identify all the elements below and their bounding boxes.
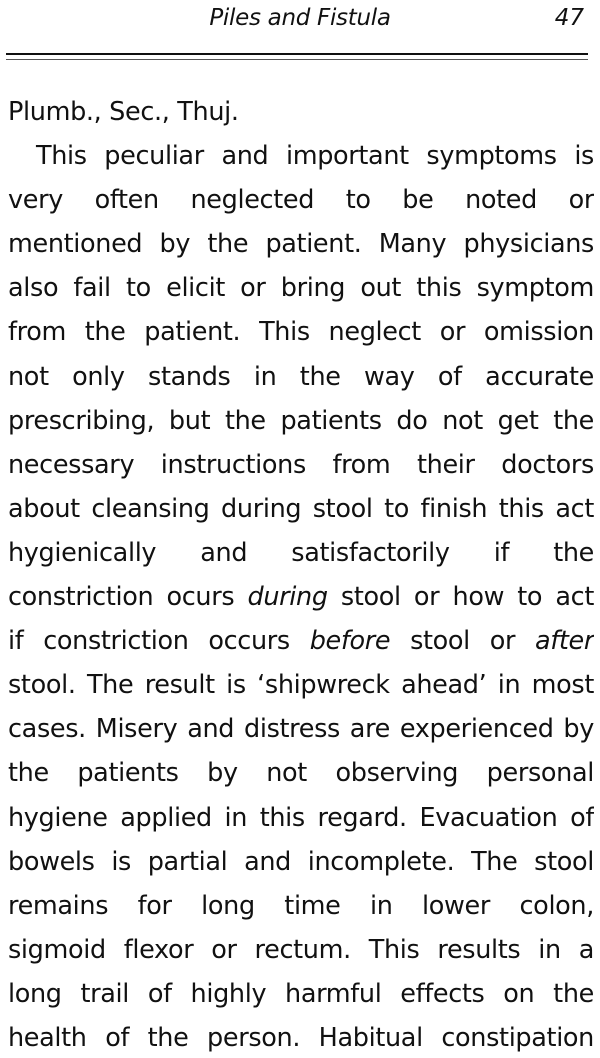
text-line: sigmoid flexor or rectum. This results in a [8, 934, 594, 965]
text-segment: constriction ocurs [8, 582, 248, 613]
page-header [0, 2, 600, 36]
body-text [8, 90, 594, 1058]
running-title: Piles and Fistula [209, 5, 391, 31]
text-line: necessary instructions from their doctors [8, 449, 594, 480]
text-line: about cleansing during stool to finish this act [8, 493, 594, 524]
text-line: long trail of highly harmful effects on the [8, 978, 594, 1009]
text-line: also fail to elicit or bring out this symptom [8, 273, 594, 304]
text-segment: if constriction occurs [8, 626, 310, 657]
text-line: bowels is partial and incomplete. The stool [8, 846, 594, 877]
text-line: remains for long time in lower colon, [8, 890, 594, 921]
text-line: from the patient. This neglect or omission [8, 317, 594, 348]
text-line: cases. Misery and distress are experienced by [8, 714, 594, 745]
text-segment: stool or how to act [327, 582, 594, 613]
emphasis-after: after [534, 626, 594, 657]
text-line: hygienically and satisfactorily if the [8, 537, 594, 568]
text-line: very often neglected to be noted or [8, 185, 594, 216]
text-line-with-emphasis [8, 619, 594, 663]
text-line: the patients by not observing personal [8, 758, 594, 789]
text-line: stool. The result is ‘shipwreck ahead’ in most [8, 670, 594, 701]
emphasis-before: before [309, 626, 391, 657]
text-line: prescribing, but the patients do not get the [8, 405, 594, 436]
text-line: hygiene applied in this regard. Evacuation of [8, 802, 594, 833]
text-line: health of the person. Habitual constipation [8, 1022, 594, 1053]
page-number: 47 [554, 5, 584, 31]
text-line-with-emphasis [8, 575, 594, 619]
header-rule-thin [6, 59, 588, 60]
text-line: not only stands in the way of accurate [8, 361, 594, 392]
text-line: mentioned by the patient. Many physicians [8, 229, 594, 260]
text-line: This peculiar and important symptoms is [36, 141, 594, 172]
emphasis-during: during [247, 582, 328, 613]
text-segment: stool or [390, 626, 535, 657]
text-line: Plumb., Sec., Thuj. [8, 97, 239, 127]
header-rule [6, 53, 588, 55]
